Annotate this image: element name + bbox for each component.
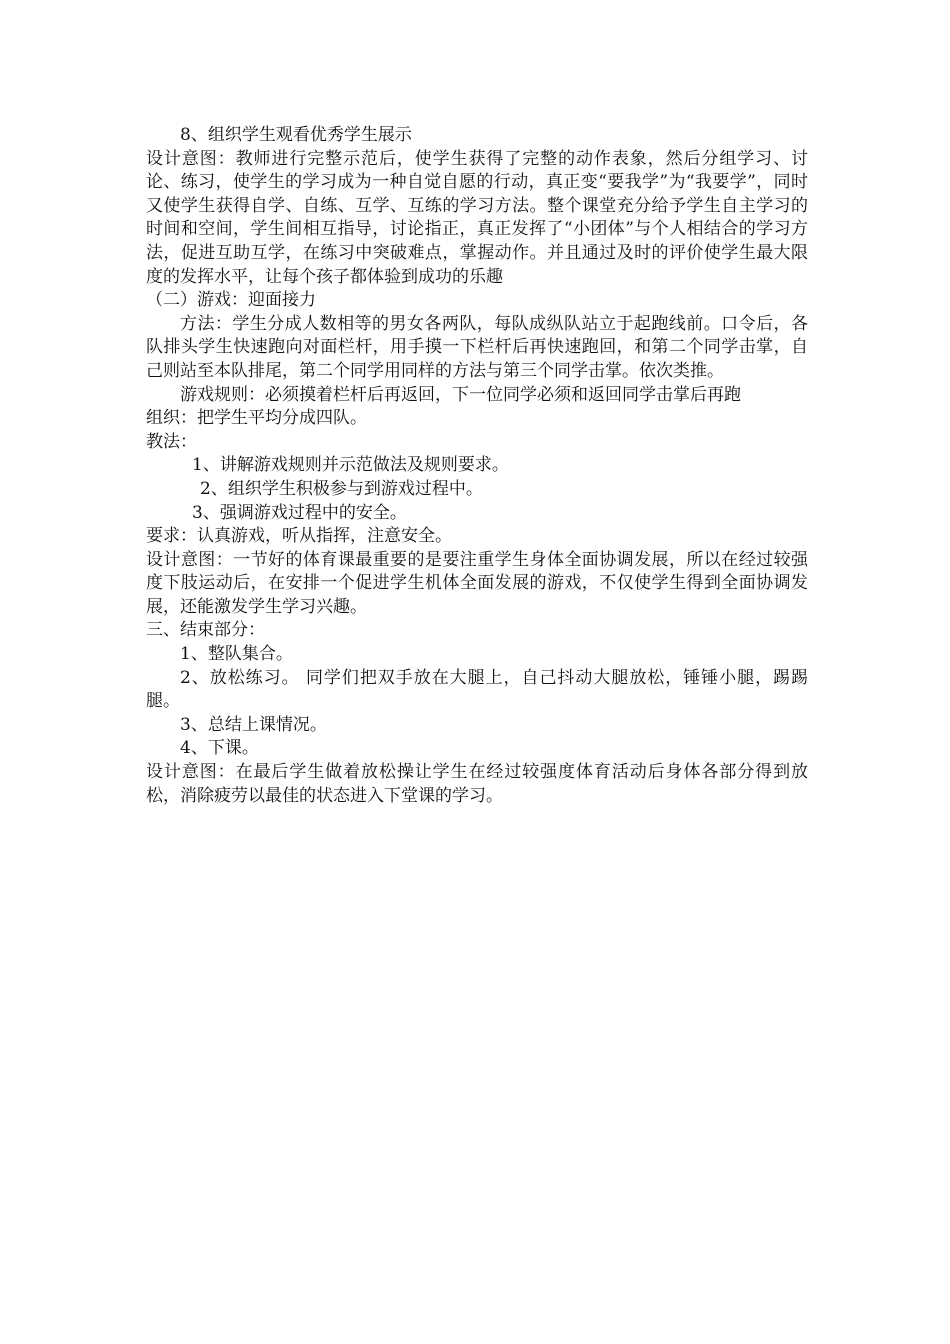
ending-step-2: 2、放松练习。 同学们把双手放在大腿上，自己抖动大腿放松，锤锤小腿，踢踢腿。 (146, 667, 808, 712)
teaching-method-heading: 教法： (146, 431, 197, 452)
ending-step-4: 4、下课。 (180, 738, 259, 759)
list-item-8: 8、组织学生观看优秀学生展示 (180, 125, 412, 145)
section-heading-ending: 三、结束部分： (146, 620, 265, 641)
design-intent-paragraph-3: 设计意图：在最后学生做着放松操让学生在经过较强度体育活动后身体各部分得到放松，消除疲劳以最佳的状态进入下堂课的学习。 (146, 762, 808, 806)
section-heading-game: （二）游戏：迎面接力 (146, 290, 316, 311)
teaching-step-2: 2、组织学生积极参与到游戏过程中。 (200, 478, 483, 499)
design-intent-paragraph: 设计意图：教师进行完整示范后，使学生获得了完整的动作表象，然后分组学习、讨论、练习，使学生的学习成为一种自觉自愿的行动，真正变“要我学”为“我要学”，同时又使学生获得自学、自练、互学、互练的学习方法。整个课堂充分给予学生自主学习的时间和空间，学生间相互指导，讨论指正，真正发挥了“小团体”与个人相结合的学习方法，促进互助互学，在练习中突破难点，掌握动作。并且通过及时的评价使学生最大限度的发挥水平，让每个孩子都体验到成功的乐趣 (146, 148, 808, 287)
game-rules-paragraph: 游戏规则：必须摸着栏杆后再返回，下一位同学必须和返回同学击掌后再跑 (180, 384, 741, 405)
teaching-step-3: 3、强调游戏过程中的安全。 (192, 502, 407, 523)
organization-paragraph: 组织：把学生平均分成四队。 (146, 408, 367, 429)
document-body (146, 124, 808, 808)
ending-step-3: 3、总结上课情况。 (180, 714, 327, 735)
requirements-paragraph: 要求：认真游戏，听从指挥，注意安全。 (146, 526, 452, 547)
design-intent-paragraph-2: 设计意图：一节好的体育课最重要的是要注重学生身体全面协调发展，所以在经过较强度下肢运动后，在安排一个促进学生机体全面发展的游戏，不仅使学生得到全面协调发展，还能激发学生学习兴趣。 (146, 549, 808, 617)
ending-step-1: 1、整队集合。 (180, 644, 293, 665)
method-paragraph: 方法：学生分成人数相等的男女各两队，每队成纵队站立于起跑线前。口令后，各队排头学生快速跑向对面栏杆，用手摸一下栏杆后再快速跑回，和第二个同学击掌，自己则站至本队排尾，第二个同学用同样的方法与第三个同学击掌。依次类推。 (146, 313, 808, 381)
teaching-step-1: 1、讲解游戏规则并示范做法及规则要求。 (192, 455, 509, 476)
